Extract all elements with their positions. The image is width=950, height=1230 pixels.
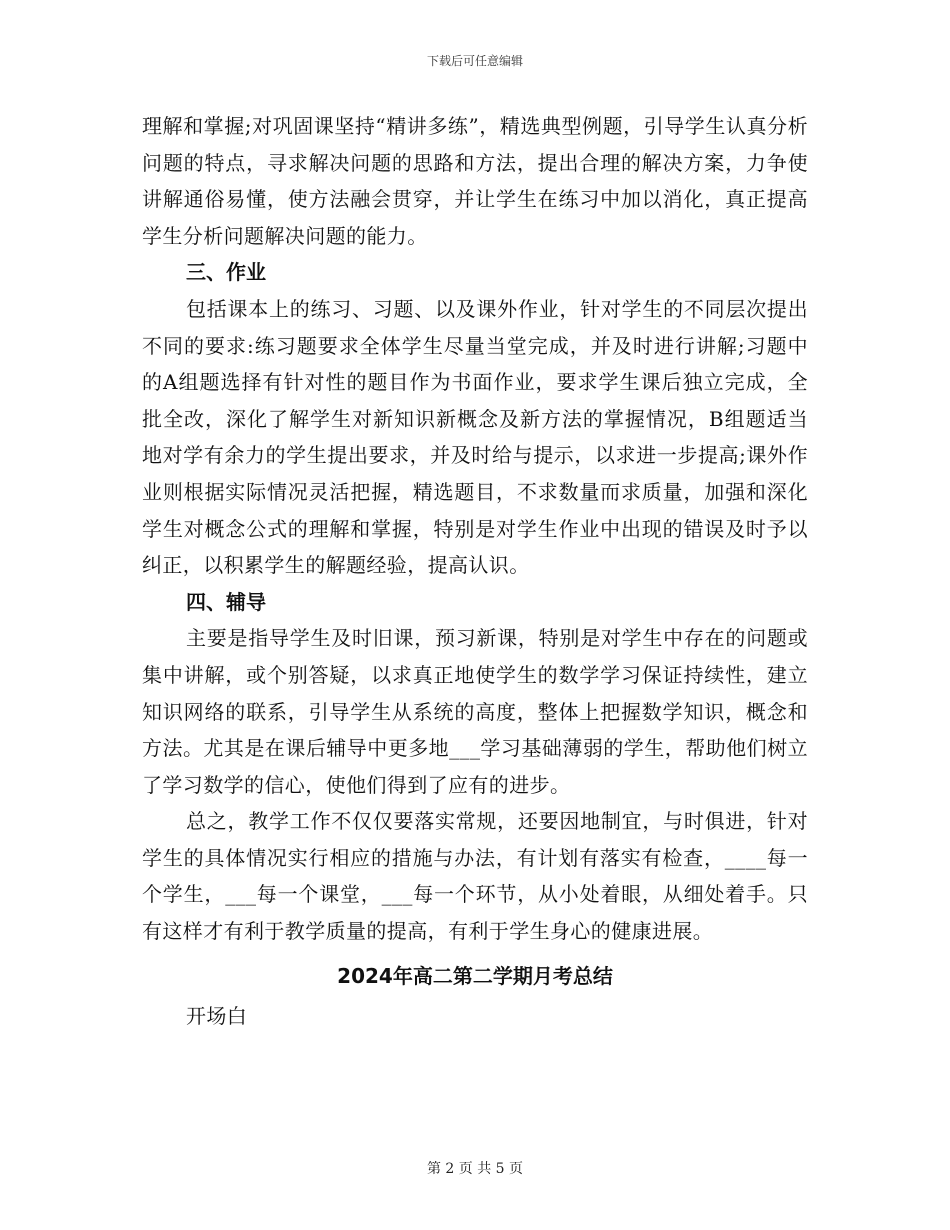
paragraph-summary: 总之，教学工作不仅仅要落实常规，还要因地制宜，与时俱进，针对学生的具体情况实行相应的措施与办法，有计划有落实有检查，____每一个学生，___每一个课堂，___每一个环节，从小处着眼，从细处着手。只有这样才有利于教学质量的提高，有利于学生身心的健康进展。 bbox=[142, 809, 808, 944]
paragraph-tutoring: 主要是指导学生及时旧课，预习新课，特别是对学生中存在的问题或集中讲解，或个别答疑，以求真正地使学生的数学学习保证持续性，建立知识网络的联系，引导学生从系统的高度，整体上把握数学知识，概念和方法。尤其是在课后辅导中更多地___学习基础薄弱的学生，帮助他们树立了学习数学的信心，使他们得到了应有的进步。 bbox=[142, 626, 808, 797]
page-number: 第 2 页 共 5 页 bbox=[426, 1161, 524, 1177]
document-title: 2024年高二第二学期月考总结 bbox=[337, 963, 613, 988]
paragraph-opening: 开场白 bbox=[186, 1004, 248, 1029]
section-heading-tutoring: 四、辅导 bbox=[186, 589, 266, 614]
header-note: 下载后可任意编辑 bbox=[426, 54, 523, 68]
section-heading-homework: 三、作业 bbox=[186, 260, 266, 285]
document-body bbox=[142, 108, 808, 1035]
paragraph-consolidation: 理解和掌握;对巩固课坚持“精讲多练”，精选典型例题，引导学生认真分析问题的特点，寻求解决问题的思路和方法，提出合理的解决方案，力争使讲解通俗易懂，使方法融会贯穿，并让学生在练习中加以消化，真正提高学生分析问题解决问题的能力。 bbox=[142, 114, 808, 248]
paragraph-homework: 包括课本上的练习、习题、以及课外作业，针对学生的不同层次提出不同的要求:练习题要求全体学生尽量当堂完成，并及时进行讲解;习题中的A组题选择有针对性的题目作为书面作业，要求学生课后独立完成，全批全改，深化了解学生对新知识新概念及新方法的掌握情况，B组题适当地对学有余力的学生提出要求，并及时给与提示，以求进一步提高;课外作业则根据实际情况灵活把握，精选题目，不求数量而求质量，加强和深化学生对概念公式的理解和掌握，特别是对学生作业中出现的错误及时予以纠正，以积累学生的解题经验，提高认识。 bbox=[142, 296, 808, 578]
